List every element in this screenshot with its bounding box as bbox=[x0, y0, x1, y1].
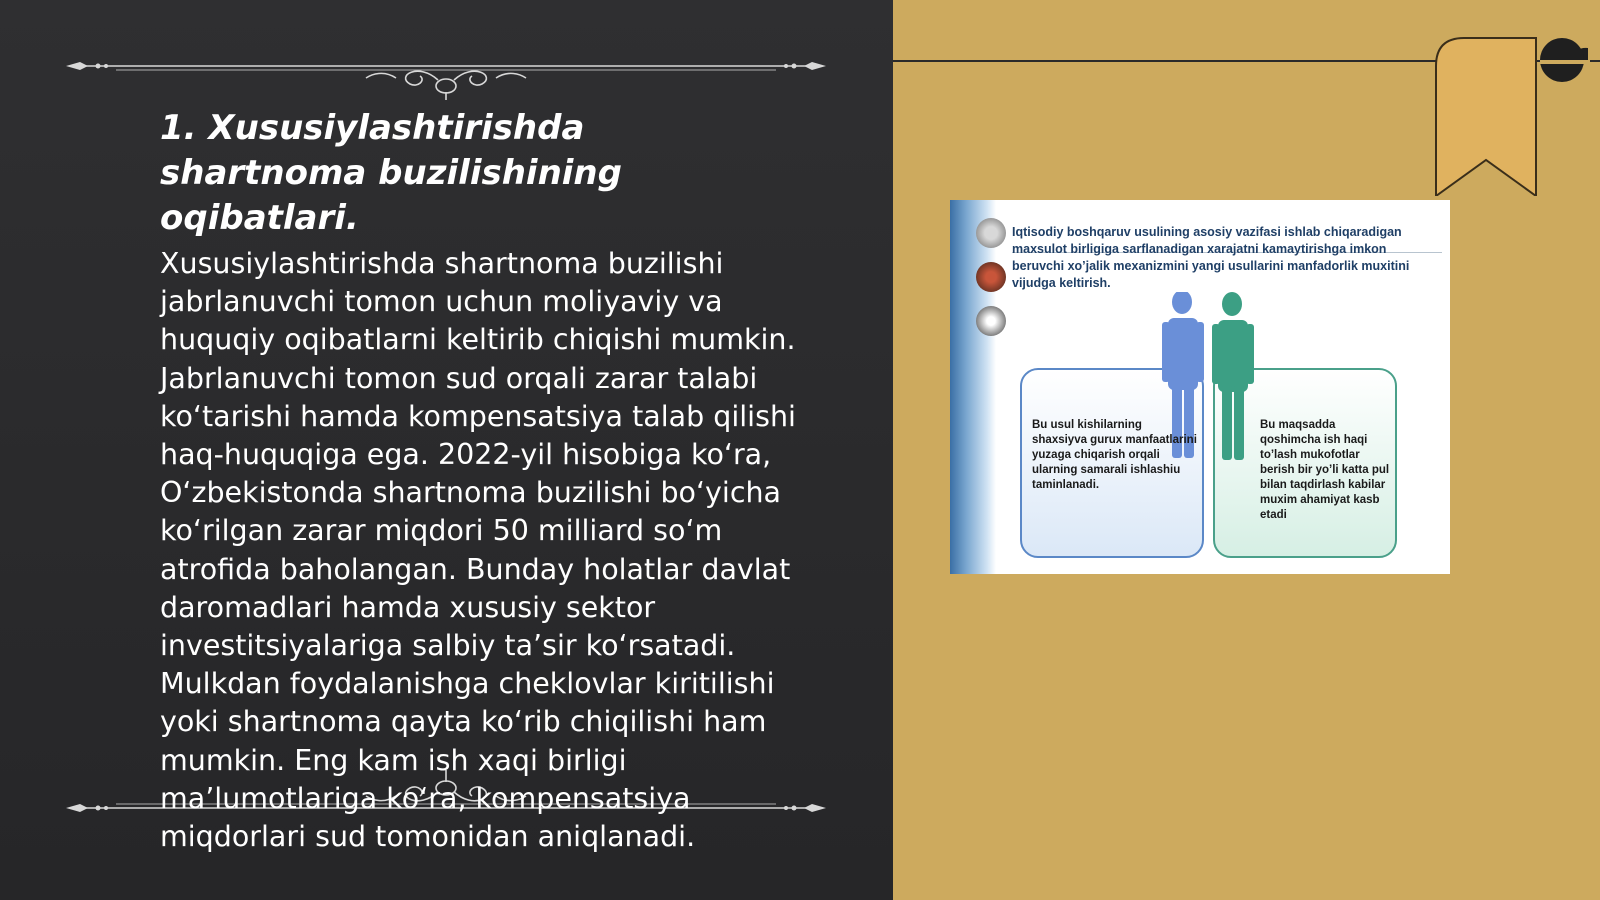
embedded-picture bbox=[950, 200, 1450, 574]
picture-side-strip bbox=[950, 200, 996, 574]
picture-heading: Iqtisodiy boshqaruv usulining asosiy vazifasi ishlab chiqaradigan maxsulot birligiga sarflanadigan xarajatni kamaytirishga imkon beruvchi xo’jalik mexanizmini yangi usullarini manfadorlik muxitini vijudga keltirish. bbox=[1012, 225, 1410, 290]
slide-title: 1. Xususiylashtirishda shartnoma buzilishining oqibatlari. bbox=[160, 108, 622, 238]
right-box-text: Bu maqsadda qoshimcha ish haqi to’lash mukofotlar berish bir yo’li katta pul bilan taqdirlash kabilar muxim ahamiyat kasb etadi bbox=[1260, 419, 1390, 521]
slide-body-text: Xususiylashtirishda shartnoma buzilishi jabrlanuvchi tomon uchun moliyaviy va huquqiy oqibatlarni keltirib chiqishi mumkin. Jabrlanuvchi tomon sud orqali zarar talabi ko‘tarishi hamda kompensatsiya talab qilishi haq-huquqiga ega. 2022-yil hisobiga ko‘ra, O‘zbekistonda shartnoma buzilishi bo‘yicha ko‘rilgan zarar miqdori 50 milliard so‘m atrofida baholangan. Bunday holatlar davlat daromadlari hamda xususiy sektor investitsiyalariga salbiy ta’sir ko‘rsatadi. Mulkdan foydalanishga cheklovlar kiritilishi yoki shartnoma qayta ko‘rib chiqilishi ham mumkin. Eng kam ish xaqi birligi ma’lumotlariga ko‘ra, kompensatsiya miqdorlari sud tomonidan aniqlanadi. bbox=[160, 247, 796, 854]
handshake-icon bbox=[976, 218, 1006, 248]
top-ornament bbox=[66, 40, 826, 100]
worker-icon bbox=[976, 306, 1006, 336]
bookmark-ribbon-icon bbox=[1430, 36, 1590, 196]
left-box-text: Bu usul kishilarning shaxsiyva gurux manfaatlarini yuzaga chiqarish orqali ularning samarali ishlashiu taminlanadi. bbox=[1032, 419, 1197, 491]
people-icon bbox=[976, 262, 1006, 292]
